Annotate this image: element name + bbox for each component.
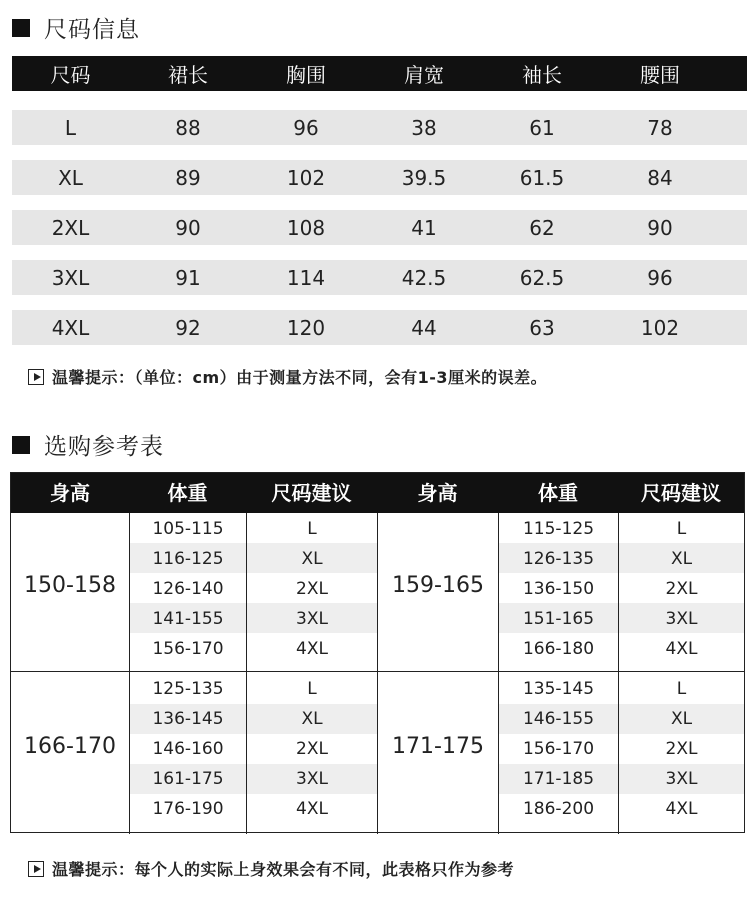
table-cell: 96: [293, 115, 319, 140]
table-cell: 102: [286, 165, 326, 190]
guide-table-header: [11, 473, 744, 513]
height-range-label: 166-170: [24, 734, 116, 759]
size-cell: XL: [670, 709, 693, 729]
grid-line: [377, 513, 378, 834]
table-cell: 120: [286, 315, 326, 340]
table-cell: XL: [58, 165, 83, 190]
guide-heading: [12, 428, 164, 461]
size-cell: L: [676, 679, 687, 699]
table-cell: 108: [286, 215, 326, 240]
table-cell: 91: [175, 265, 201, 290]
measurement-note-text: 温馨提示：（单位：cm）由于测量方法不同，会有1-3厘米的误差。: [52, 368, 548, 387]
header-cell: 身高: [417, 481, 458, 505]
header-cell: 裙长: [168, 63, 208, 87]
header-cell: 体重: [167, 481, 208, 505]
weight-cell: 171-185: [522, 769, 595, 789]
weight-cell: 161-175: [152, 769, 224, 789]
size-guide-table: [10, 472, 745, 833]
size-cell: 4XL: [296, 799, 328, 819]
weight-cell: 156-170: [522, 739, 595, 759]
weight-cell: 166-180: [522, 639, 595, 659]
table-cell: 42.5: [401, 265, 447, 290]
size-cell: 3XL: [296, 609, 328, 629]
weight-cell: 126-140: [152, 579, 224, 599]
size-cell: 4XL: [296, 639, 328, 659]
table-cell: 102: [640, 315, 680, 340]
header-cell: 尺码建议: [641, 481, 721, 505]
table-cell: 39.5: [401, 165, 447, 190]
table-cell: 3XL: [51, 265, 90, 290]
header-cell: 袖长: [522, 63, 562, 87]
table-cell: 61.5: [519, 165, 565, 190]
table-cell: 2XL: [51, 215, 90, 240]
weight-cell: 136-145: [152, 709, 224, 729]
play-icon: [28, 861, 44, 877]
weight-cell: 135-145: [522, 679, 595, 699]
size-cell: L: [307, 679, 317, 699]
table-cell: 61: [529, 115, 555, 140]
table-cell: 88: [175, 115, 201, 140]
table-cell: 114: [286, 265, 326, 290]
weight-cell: 136-150: [522, 579, 595, 599]
table-row: [12, 210, 747, 245]
table-cell: 78: [647, 115, 673, 140]
table-cell: 96: [647, 265, 673, 290]
header-cell: 尺码: [50, 63, 91, 87]
size-cell: L: [676, 519, 687, 539]
table-cell: 38: [411, 115, 437, 140]
header-cell: 体重: [538, 481, 578, 505]
weight-cell: 116-125: [152, 549, 224, 569]
header-cell: 尺码建议: [271, 481, 352, 505]
weight-cell: 141-155: [152, 609, 224, 629]
reference-note: [28, 857, 514, 880]
height-range-label: 150-158: [24, 573, 116, 598]
height-range-label: 171-175: [392, 734, 484, 759]
size-cell: 2XL: [665, 739, 698, 759]
reference-note-text: 温馨提示：每个人的实际上身效果会有不同，此表格只作为参考: [52, 860, 515, 879]
square-bullet-icon: [12, 19, 30, 37]
table-cell: L: [64, 115, 77, 140]
table-cell: 62: [529, 215, 555, 240]
weight-cell: 125-135: [152, 679, 224, 699]
size-info-title: 尺码信息: [44, 17, 140, 43]
measurement-note: [28, 365, 547, 388]
play-icon: [28, 369, 44, 385]
size-cell: XL: [670, 549, 693, 569]
size-cell: 3XL: [665, 609, 698, 629]
size-cell: 3XL: [296, 769, 328, 789]
block-divider: [11, 671, 744, 672]
size-table: [12, 56, 747, 340]
header-cell: 身高: [50, 481, 90, 505]
table-cell: 41: [411, 215, 437, 240]
size-cell: XL: [301, 709, 323, 729]
table-cell: 84: [647, 165, 673, 190]
size-info-heading: [12, 11, 140, 44]
table-row: [12, 160, 747, 195]
table-cell: 90: [647, 215, 673, 240]
size-cell: 2XL: [665, 579, 698, 599]
table-cell: 90: [175, 215, 201, 240]
weight-cell: 186-200: [522, 799, 595, 819]
weight-cell: 151-165: [522, 609, 595, 629]
weight-cell: 156-170: [152, 639, 224, 659]
weight-cell: 176-190: [152, 799, 224, 819]
size-cell: 2XL: [296, 739, 328, 759]
table-cell: 89: [175, 165, 201, 190]
size-cell: 2XL: [296, 579, 328, 599]
guide-title: 选购参考表: [44, 434, 164, 460]
size-table-header: [12, 56, 747, 91]
height-range-label: 159-165: [392, 573, 484, 598]
size-cell: 3XL: [665, 769, 698, 789]
weight-cell: 105-115: [152, 519, 224, 539]
table-cell: 63: [529, 315, 555, 340]
weight-cell: 146-155: [522, 709, 595, 729]
table-cell: 92: [175, 315, 201, 340]
size-cell: 4XL: [665, 799, 698, 819]
size-cell: 4XL: [665, 639, 698, 659]
size-cell: XL: [301, 549, 323, 569]
size-cell: L: [307, 519, 317, 539]
square-bullet-icon: [12, 436, 30, 454]
weight-cell: 126-135: [522, 549, 595, 569]
table-cell: 62.5: [519, 265, 565, 290]
weight-cell: 115-125: [522, 519, 595, 539]
table-row: [12, 310, 747, 345]
weight-cell: 146-160: [152, 739, 224, 759]
table-cell: 44: [411, 315, 437, 340]
header-cell: 腰围: [640, 63, 680, 87]
table-row: [12, 260, 747, 295]
table-cell: 4XL: [51, 315, 90, 340]
header-cell: 肩宽: [404, 63, 444, 87]
header-cell: 胸围: [286, 63, 326, 87]
table-row: [12, 110, 747, 145]
